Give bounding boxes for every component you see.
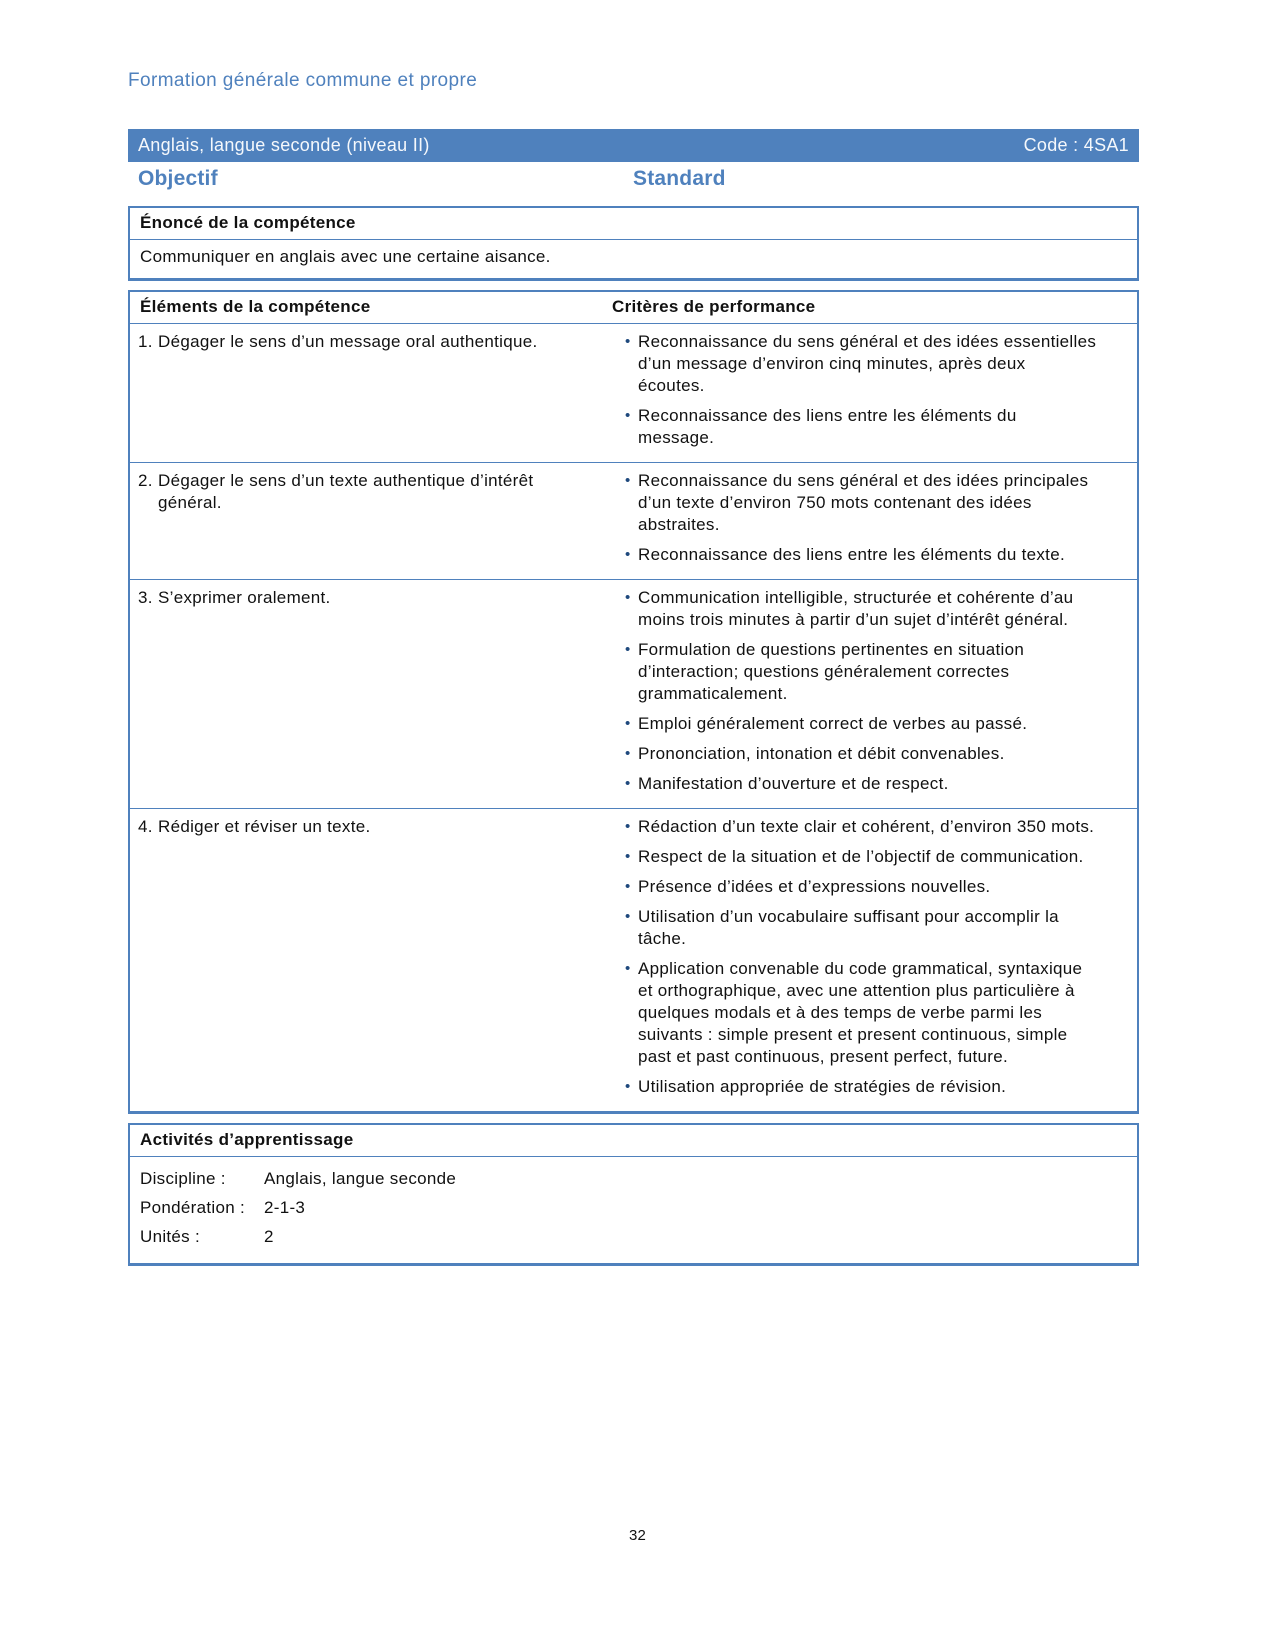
- list-item: [612, 958, 1137, 1068]
- element-text: Rédiger et réviser un texte.: [158, 817, 371, 836]
- list-item: [612, 639, 1137, 705]
- elements-column-header: Éléments de la compétence: [140, 297, 371, 316]
- bullet-icon: •: [625, 908, 631, 925]
- element-number: 4.: [138, 817, 153, 836]
- criterion-text: Présence d’idées et d’expressions nouvelles.: [638, 877, 991, 896]
- bullet-icon: •: [625, 589, 631, 606]
- activites-field: [140, 1164, 1127, 1193]
- criterion-text: Reconnaissance des liens entre les éléments du texte.: [638, 545, 1065, 564]
- criteria-list: [612, 816, 1137, 1098]
- table-row: [130, 462, 1137, 579]
- field-label: Pondération :: [140, 1198, 246, 1217]
- criterion-text: Rédaction d’un texte clair et cohérent, d’environ 350 mots.: [638, 817, 1095, 836]
- course-title-banner: [128, 129, 1139, 162]
- list-item: [612, 713, 1137, 735]
- list-item: [612, 331, 1137, 397]
- element-text: Dégager le sens d’un message oral authentique.: [158, 332, 538, 351]
- list-item: [612, 816, 1137, 838]
- enonce-table: [128, 206, 1139, 281]
- list-item: [612, 846, 1137, 868]
- bullet-icon: •: [625, 848, 631, 865]
- field-value: 2: [264, 1227, 274, 1246]
- criterion-text: Communication intelligible, structurée et cohérente d’au moins trois minutes à partir d’un sujet d’intérêt général.: [638, 588, 1074, 629]
- field-label: Discipline :: [140, 1169, 226, 1188]
- bullet-icon: •: [625, 775, 631, 792]
- activites-table: [128, 1123, 1139, 1266]
- element-number: 1.: [138, 332, 153, 351]
- list-item: [612, 405, 1137, 449]
- criterion-text: Manifestation d’ouverture et de respect.: [638, 774, 949, 793]
- list-item: [612, 743, 1137, 765]
- criterion-text: Reconnaissance des liens entre les éléments du message.: [638, 406, 1017, 447]
- table-row: [130, 808, 1137, 1111]
- list-item: [612, 876, 1137, 898]
- criteria-list: [612, 587, 1137, 795]
- list-item: [612, 587, 1137, 631]
- criterion-text: Utilisation d’un vocabulaire suffisant pour accomplir la tâche.: [638, 907, 1059, 948]
- field-value: Anglais, langue seconde: [264, 1169, 457, 1188]
- document-section-heading: Formation générale commune et propre: [128, 70, 478, 91]
- competence-table-header-row: [130, 292, 1137, 323]
- bullet-icon: •: [625, 407, 631, 424]
- competence-table: [128, 290, 1139, 1114]
- field-value: 2-1-3: [264, 1198, 306, 1217]
- element-text: S’exprimer oralement.: [158, 588, 331, 607]
- list-item: [612, 773, 1137, 795]
- objectif-heading: Objectif: [138, 167, 218, 190]
- bullet-icon: •: [625, 333, 631, 350]
- criterion-text: Formulation de questions pertinentes en situation d’interaction; questions généralement correctes grammaticalement.: [638, 640, 1025, 703]
- criterion-text: Respect de la situation et de l’objectif de communication.: [638, 847, 1084, 866]
- course-title: Anglais, langue seconde (niveau II): [138, 135, 430, 155]
- table-row: [130, 579, 1137, 808]
- element-text: Dégager le sens d’un texte authentique d’intérêt général.: [158, 471, 534, 512]
- criterion-text: Reconnaissance du sens général et des idées essentielles d’un message d’environ cinq minutes, après deux écoutes.: [638, 332, 1097, 395]
- activites-body: [130, 1157, 1137, 1263]
- objectif-standard-row: [128, 165, 1139, 196]
- bullet-icon: •: [625, 818, 631, 835]
- element-number: 3.: [138, 588, 153, 607]
- table-row: [130, 323, 1137, 462]
- list-item: [612, 1076, 1137, 1098]
- activites-field: [140, 1222, 1127, 1251]
- enonce-header: Énoncé de la compétence: [130, 208, 1137, 240]
- field-label: Unités :: [140, 1227, 201, 1246]
- bullet-icon: •: [625, 1078, 631, 1095]
- element-cell: [130, 587, 612, 795]
- list-item: [612, 470, 1137, 536]
- bullet-icon: •: [625, 878, 631, 895]
- bullet-icon: •: [625, 960, 631, 977]
- standard-heading: Standard: [633, 167, 726, 190]
- list-item: [612, 906, 1137, 950]
- course-code: Code : 4SA1: [1023, 135, 1129, 155]
- criterion-text: Prononciation, intonation et débit convenables.: [638, 744, 1005, 763]
- criterion-text: Emploi généralement correct de verbes au passé.: [638, 714, 1028, 733]
- bullet-icon: •: [625, 546, 631, 563]
- element-cell: [130, 331, 612, 449]
- activites-field: [140, 1193, 1127, 1222]
- element-cell: [130, 816, 612, 1098]
- criterion-text: Application convenable du code grammatical, syntaxique et orthographique, avec une attention plus particulière à quelques modals et à des temps de verbe parmi les suivants : simple present et present continuous, simple past et past continuous, present perfect, future.: [638, 959, 1083, 1066]
- element-number: 2.: [138, 471, 153, 490]
- criteres-column-header: Critères de performance: [612, 297, 816, 316]
- page-number: 32: [628, 1527, 647, 1544]
- element-cell: [130, 470, 612, 566]
- criteria-list: [612, 470, 1137, 566]
- list-item: [612, 544, 1137, 566]
- bullet-icon: •: [625, 745, 631, 762]
- bullet-icon: •: [625, 472, 631, 489]
- criterion-text: Reconnaissance du sens général et des idées principales d’un texte d’environ 750 mots contenant des idées abstraites.: [638, 471, 1089, 534]
- criterion-text: Utilisation appropriée de stratégies de révision.: [638, 1077, 1007, 1096]
- bullet-icon: •: [625, 715, 631, 732]
- activites-header: Activités d’apprentissage: [130, 1125, 1137, 1157]
- criteria-list: [612, 331, 1137, 449]
- page-content: [128, 0, 1139, 1266]
- bullet-icon: •: [625, 641, 631, 658]
- enonce-body: Communiquer en anglais avec une certaine aisance.: [140, 247, 551, 266]
